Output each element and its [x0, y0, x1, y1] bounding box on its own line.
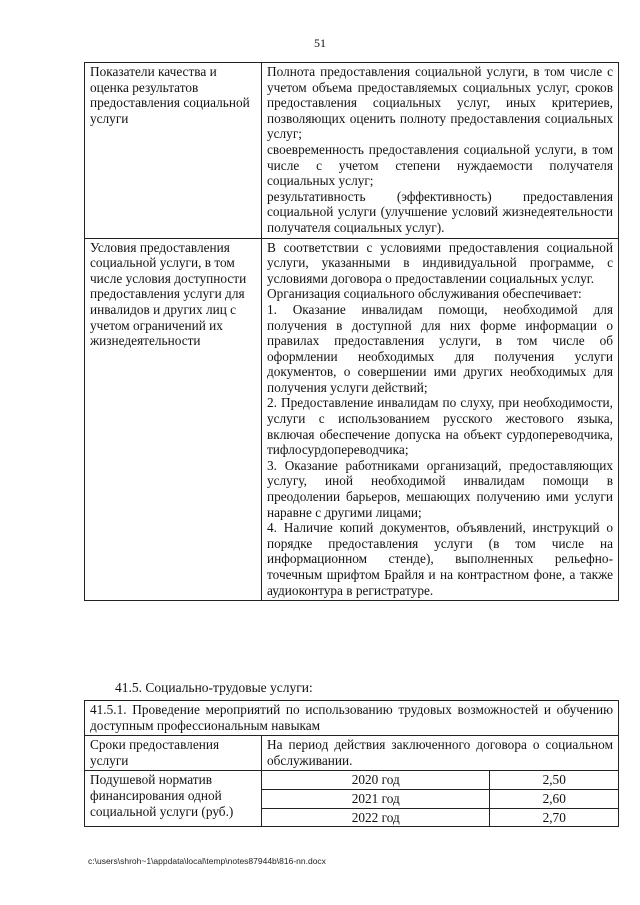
paragraph: 3. Оказание работниками организаций, предоставляющих услугу, иной необходимой инвалидам помощи в преодолении барьеров, мешающих получению ими услуги наравне с другими лицами;: [267, 457, 613, 520]
paragraph: результативность (эффективность) предоставления социальной услуги (улучшение условий жизнедеятельности получателя социальных услуг).: [267, 188, 613, 235]
paragraph: своевременность предоставления социальной услуги, в том числе с учетом степени нуждаемости получателя социальных услуг;: [267, 141, 613, 189]
conditions-label: Условия предоставления социальной услуги, в том числе условия доступности предоставления услуги для инвалидов и других лиц с учетом ограничений их жизнедеятельности: [85, 238, 262, 601]
funding-year: 2021 год: [262, 789, 490, 808]
funding-values: [262, 771, 619, 827]
paragraph: В соответствии с условиями предоставления социальной услуги, указанными в индивидуальной программе, с условиями договора о предоставлении социальных услуг.: [267, 239, 613, 286]
table-row: [85, 736, 619, 771]
table-row: [262, 771, 618, 789]
table-row: [262, 789, 618, 808]
conditions-content: [262, 238, 619, 601]
quality-indicators-content: [262, 63, 619, 239]
table-row: [85, 63, 619, 239]
service-title: 41.5.1. Проведение мероприятий по использованию трудовых возможностей и обучению доступным профессиональным навыкам: [85, 701, 619, 736]
funding-label: Подушевой норматив финансирования одной социальной услуги (руб.): [85, 771, 262, 827]
paragraph: 2. Предоставление инвалидам по слуху, при необходимости, услуги с использованием русского жестового языка, включая обеспечение допуска на объект сурдопереводчика, тифлосурдопереводчика;: [267, 395, 613, 458]
table-row: [85, 238, 619, 601]
funding-subtable: [262, 771, 618, 826]
section-heading: 41.5. Социально-трудовые услуги:: [115, 680, 313, 695]
funding-amount: 2,70: [490, 808, 618, 826]
footer-file-path: c:\users\shroh~1\appdata\local\temp\notes87944b\816-nn.docx: [88, 856, 326, 866]
terms-value: На период действия заключенного договора о социальном обслуживании.: [262, 736, 619, 771]
page-number: 51: [314, 36, 326, 50]
service-details-table: [84, 62, 619, 601]
funding-amount: 2,50: [490, 771, 618, 789]
paragraph: Организация социального обслуживания обеспечивает:: [267, 286, 582, 302]
table-row: [262, 808, 618, 826]
paragraph: 4. Наличие копий документов, объявлений, инструкций о порядке предоставления услуги (в том числе на информационном стенде), выполненных рельефно-точечным шрифтом Брайля и на контрастном фоне, а также аудиоконтура в регистратуре.: [267, 520, 613, 598]
labor-services-table: [84, 700, 619, 827]
terms-label: Сроки предоставления услуги: [85, 736, 262, 771]
funding-year: 2022 год: [351, 809, 400, 825]
paragraph: Полнота предоставления социальной услуги, в том числе с учетом объема предоставляемых социальных услуг, сроков предоставления социальных услуг, иных критериев, позволяющих оценить полноту предоставления социальных услуг;: [267, 64, 613, 142]
quality-indicators-label: Показатели качества и оценка результатов предоставления социальной услуги: [85, 63, 262, 239]
paragraph: 1. Оказание инвалидам помощи, необходимой для получения в доступной для них форме информации о правилах предоставления услуги, в том числе об оформлении необходимых для получения услуги документов, о совершении ими других необходимых для получения услуги действий;: [267, 301, 613, 395]
funding-amount: 2,60: [490, 789, 618, 808]
table-row: [85, 771, 619, 827]
table-row: [85, 701, 619, 736]
funding-year: 2020 год: [262, 771, 490, 789]
